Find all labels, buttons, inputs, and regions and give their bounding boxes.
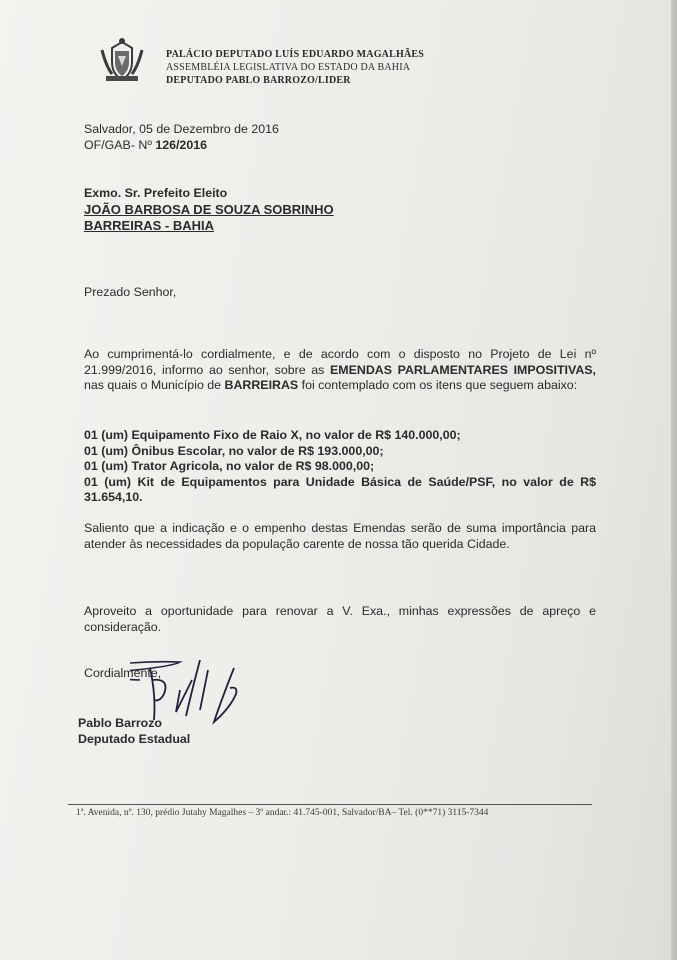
recipient-city: BARREIRAS - BAHIA: [84, 218, 214, 233]
closing: Cordialmente,: [84, 666, 162, 680]
recipient-title: Exmo. Sr. Prefeito Eleito: [84, 186, 228, 200]
intro-emphasis-1: EMENDAS PARLAMENTARES IMPOSITIVAS,: [330, 362, 597, 377]
coat-of-arms-icon: [98, 36, 146, 84]
letterhead: [166, 48, 424, 87]
footer-divider: [68, 804, 592, 805]
letterhead-line-1: PALÁCIO DEPUTADO LUÍS EDUARDO MAGALHÃES: [166, 49, 425, 60]
intro-text-2: nas quais o Município de: [84, 378, 225, 392]
signer-title: Deputado Estadual: [78, 732, 191, 746]
footer-address: 1ª. Avenida, nº. 130, prédio Jutahy Magalhes – 3º andar.: 41.745-001, Salvador/BA– Tel. (0**71) 3115-7344: [76, 808, 489, 818]
list-item: 01 (um) Equipamento Fixo de Raio X, no valor de R$ 140.000,00;: [84, 428, 461, 442]
recipient-name: JOÃO BARBOSA DE SOUZA SOBRINHO: [84, 202, 334, 217]
list-item: 01 (um) Kit de Equipamentos para Unidade Básica de Saúde/PSF, no valor de R$ 31.654,10.: [84, 474, 596, 504]
intro-text-3: foi contemplado com os itens que seguem abaixo:: [298, 378, 578, 392]
letterhead-line-3: DEPUTADO PABLO BARROZO/LIDER: [166, 75, 351, 86]
intro-text-1: Ao cumprimentá-lo cordialmente, e de acordo com o disposto no Projeto de Lei nº 21.999/2016, informo ao senhor, sobre as: [84, 347, 596, 377]
place-date: Salvador, 05 de Dezembro de 2016: [84, 122, 279, 136]
items-list: [84, 428, 596, 506]
letterhead-line-2: ASSEMBLÉIA LEGISLATIVA DO ESTADO DA BAHIA: [166, 62, 411, 73]
list-item: 01 (um) Trator Agricola, no valor de R$ 98.000,00;: [84, 459, 375, 473]
intro-paragraph: [84, 347, 596, 394]
greeting: Prezado Senhor,: [84, 285, 177, 299]
reference-label: OF/GAB- Nº: [84, 138, 156, 152]
reference-number: 126/2016: [155, 138, 207, 152]
paper-edge-shadow: [671, 0, 677, 960]
reference: [84, 138, 207, 154]
paragraph-importance: Saliento que a indicação e o empenho destas Emendas serão de suma importância para atender às necessidades da população carente de nossa tão querida Cidade.: [84, 521, 596, 551]
signer-name: Pablo Barrozo: [78, 716, 162, 730]
intro-emphasis-2: BARREIRAS: [224, 378, 299, 392]
paragraph-closing: Aproveito a oportunidade para renovar a V. Exa., minhas expressões de apreço e consideração.: [84, 604, 596, 634]
list-item: 01 (um) Ônibus Escolar, no valor de R$ 193.000,00;: [84, 443, 384, 458]
